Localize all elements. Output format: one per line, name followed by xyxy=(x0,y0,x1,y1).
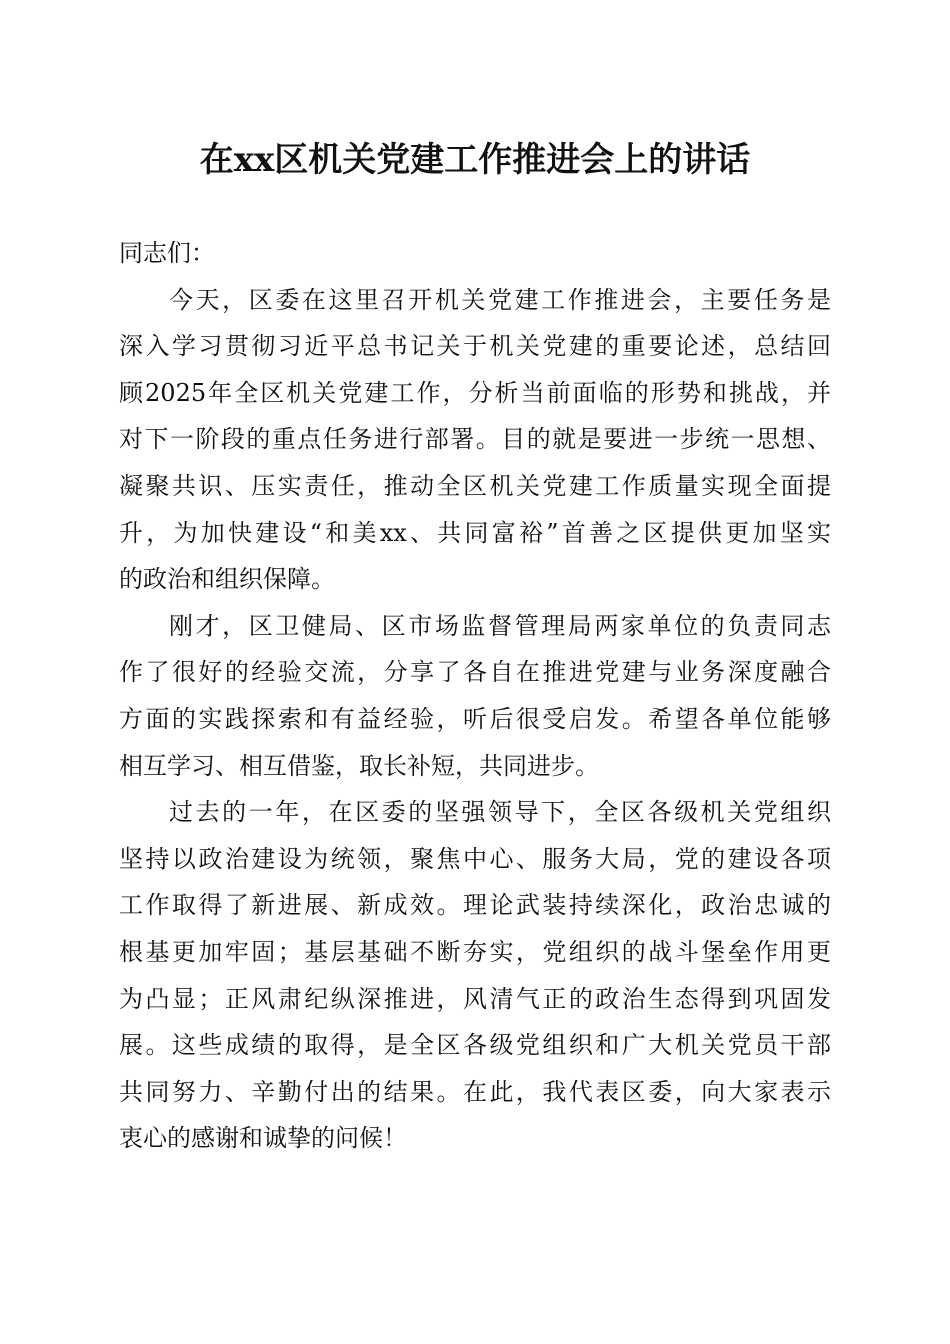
text-line: 方面的实践探索和有益经验，听后很受启发。希望各单位能够 xyxy=(119,704,831,733)
text-line: 对下一阶段的重点任务进行部署。目的就是要进一步统一思想、 xyxy=(119,425,831,454)
text-line: 衷心的感谢和诚挚的问候！ xyxy=(119,1124,407,1153)
text-line: 顾2025年全区机关党建工作，分析当前面临的形势和挑战，并 xyxy=(119,378,831,407)
text-line: 为凸显；正风肃纪纵深推进，风清气正的政治生态得到巩固发 xyxy=(119,984,831,1013)
text-line: 工作取得了新进展、新成效。理论武装持续深化，政治忠诚的 xyxy=(119,891,831,920)
text-line: 刚才，区卫健局、区市场监督管理局两家单位的负责同志 xyxy=(169,611,831,640)
text-line: 坚持以政治建设为统领，聚焦中心、服务大局，党的建设各项 xyxy=(119,844,831,873)
paragraph-1 xyxy=(119,277,831,603)
text-line: 过去的一年，在区委的坚强领导下，全区各级机关党组织 xyxy=(169,798,831,827)
speech-body xyxy=(119,230,831,1162)
text-line: 根基更加牢固；基层基础不断夯实，党组织的战斗堡垒作用更 xyxy=(119,937,831,966)
text-line: 凝聚共识、压实责任，推动全区机关党建工作质量实现全面提 xyxy=(119,471,831,500)
paragraph-3 xyxy=(119,789,831,1162)
text-line: 升，为加快建设“和美xx、共同富裕”首善之区提供更加坚实 xyxy=(119,518,831,547)
text-line: 深入学习贯彻习近平总书记关于机关党建的重要论述，总结回 xyxy=(119,332,831,361)
text-line: 的政治和组织保障。 xyxy=(119,565,335,594)
text-line: 今天，区委在这里召开机关党建工作推进会，主要任务是 xyxy=(169,285,831,314)
document-title: 在xx区机关党建工作推进会上的讲话 xyxy=(199,140,751,180)
salutation: 同志们： xyxy=(119,239,215,267)
text-line: 展。这些成绩的取得，是全区各级党组织和广大机关党员干部 xyxy=(119,1031,831,1060)
paragraph-2 xyxy=(119,603,831,789)
text-line: 作了很好的经验交流，分享了各自在推进党建与业务深度融合 xyxy=(119,658,831,687)
text-line: 相互学习、相互借鉴，取长补短，共同进步。 xyxy=(119,751,599,780)
text-line: 共同努力、辛勤付出的结果。在此，我代表区委，向大家表示 xyxy=(119,1077,831,1106)
